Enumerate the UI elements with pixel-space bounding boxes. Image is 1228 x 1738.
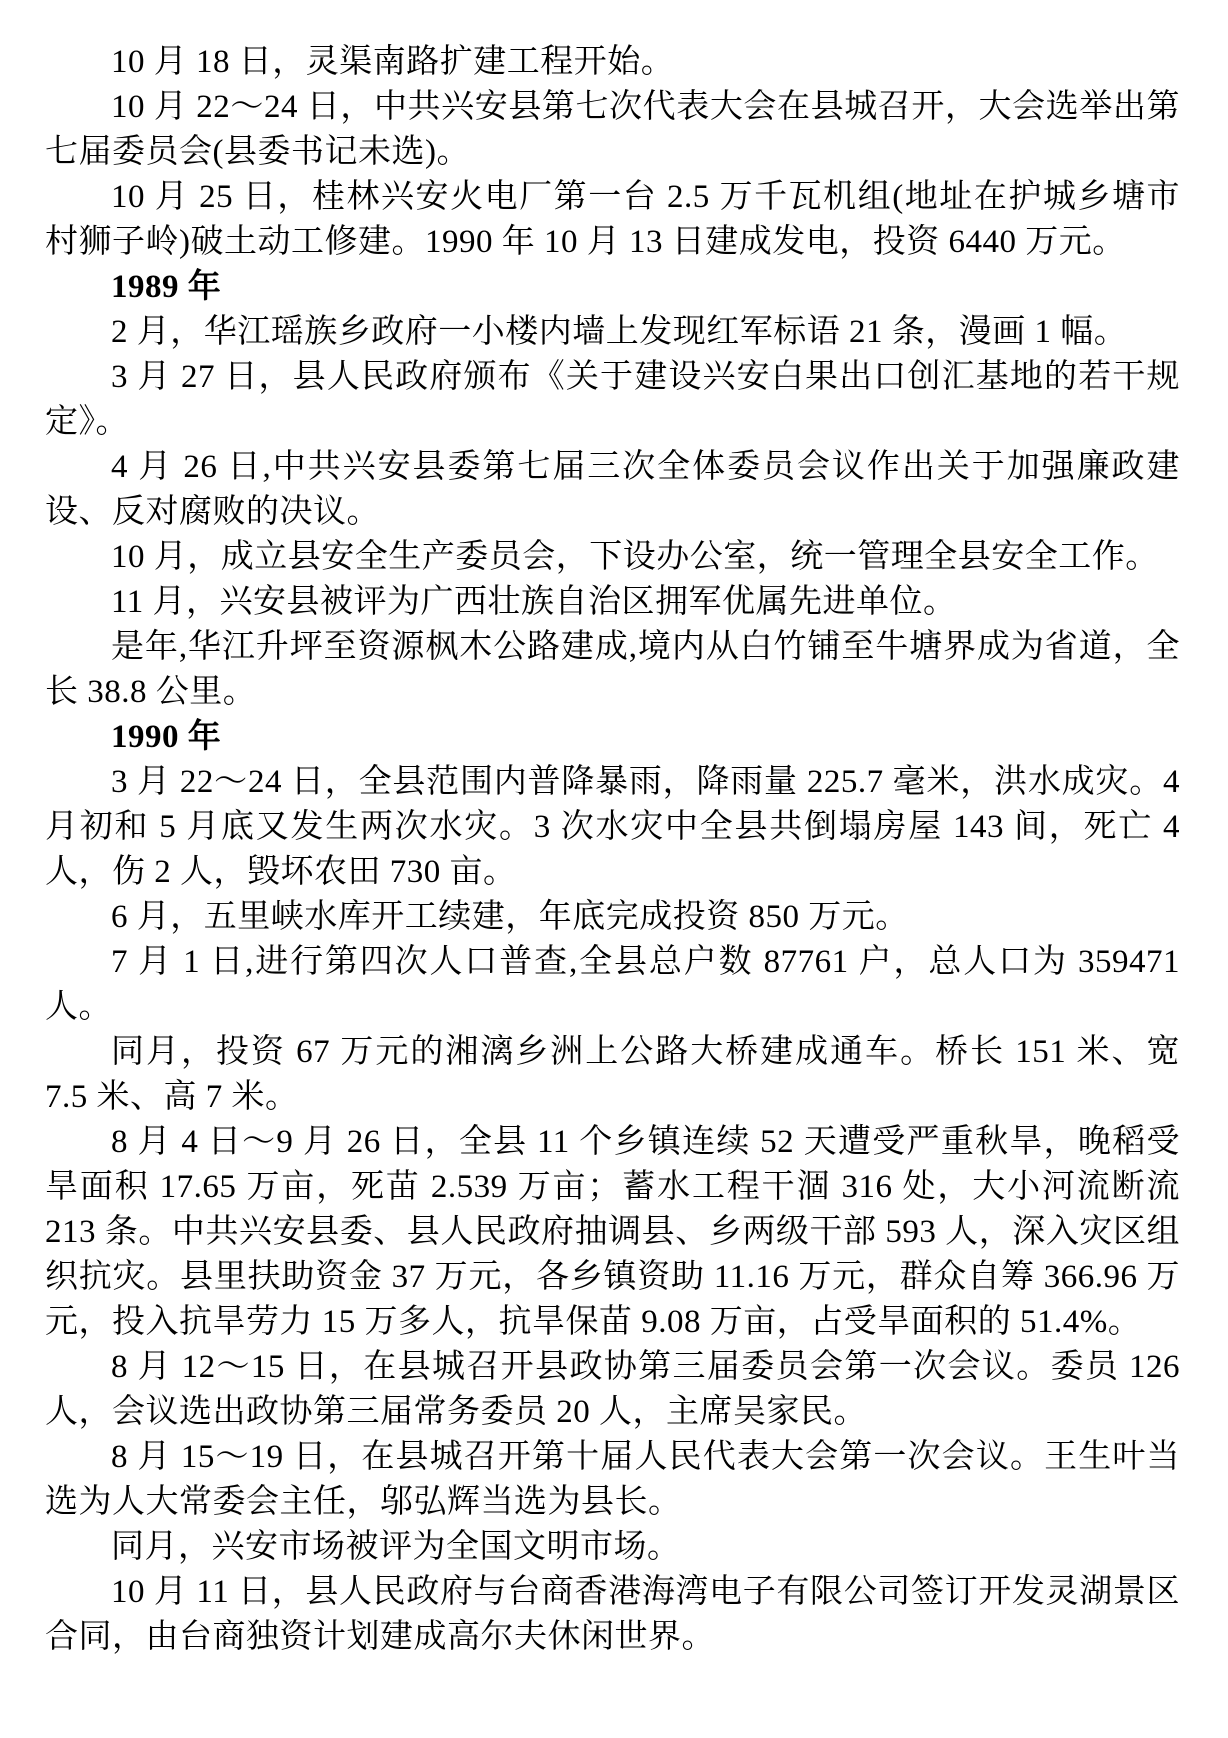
chronicle-entry: 7 月 1 日,进行第四次人口普查,全县总户数 87761 户，总人口为 359471 人。 <box>45 944 1180 1025</box>
chronicle-entry: 10 月 25 日，桂林兴安火电厂第一台 2.5 万千瓦机组(地址在护城乡塘市村狮子岭)破土动工修建。1990 年 10 月 13 日建成发电，投资 6440 万元。 <box>45 179 1180 260</box>
chronicle-entry: 同月，投资 67 万元的湘漓乡洲上公路大桥建成通车。桥长 151 米、宽 7.5 米、高 7 米。 <box>45 1034 1180 1115</box>
chronicle-entry: 3 月 27 日，县人民政府颁布《关于建设兴安白果出口创汇基地的若干规定》。 <box>45 359 1180 440</box>
chronicle-entry: 8 月 12～15 日，在县城召开县政协第三届委员会第一次会议。委员 126 人，会议选出政协第三届常务委员 20 人，主席吴家民。 <box>45 1349 1180 1430</box>
chronicle-entry: 3 月 22～24 日，全县范围内普降暴雨，降雨量 225.7 毫米，洪水成灾。4 月初和 5 月底又发生两次水灾。3 次水灾中全县共倒塌房屋 143 间，死亡 4 人，伤 2 人，毁坏农田 730 亩。 <box>45 764 1180 890</box>
chronicle-entry: 4 月 26 日,中共兴安县委第七届三次全体委员会议作出关于加强廉政建设、反对腐败的决议。 <box>45 449 1180 530</box>
chronicle-entry: 是年,华江升坪至资源枫木公路建成,境内从白竹铺至牛塘界成为省道，全长 38.8 公里。 <box>45 629 1180 710</box>
chronicle-entry: 8 月 4 日～9 月 26 日，全县 11 个乡镇连续 52 天遭受严重秋旱，晚稻受旱面积 17.65 万亩，死苗 2.539 万亩；蓄水工程干涸 316 处，大小河流断流 213 条。中共兴安县委、县人民政府抽调县、乡两级干部 593 人，深入灾区组织抗灾。县里扶助资金 37 万元，各乡镇资助 11.16 万元，群众自筹 366.96 万元，投入抗旱劳力 15 万多人，抗旱保苗 9.08 万亩，占受旱面积的 51.4%。 <box>45 1124 1180 1340</box>
chronicle-text-block <box>45 40 1180 1660</box>
chronicle-entry: 2 月，华江瑶族乡政府一小楼内墙上发现红军标语 21 条，漫画 1 幅。 <box>111 314 1128 350</box>
chronicle-entry: 10 月 22～24 日，中共兴安县第七次代表大会在县城召开，大会选举出第七届委员会(县委书记未选)。 <box>45 89 1180 170</box>
chronicle-entry: 8 月 15～19 日，在县城召开第十届人民代表大会第一次会议。王生叶当选为人大常委会主任，邬弘辉当选为县长。 <box>45 1439 1180 1520</box>
chronicle-entry: 同月，兴安市场被评为全国文明市场。 <box>111 1529 681 1565</box>
chronicle-entry: 10 月，成立县安全生产委员会，下设办公室，统一管理全县安全工作。 <box>111 539 1159 575</box>
year-heading-1990: 1990 年 <box>111 719 222 755</box>
year-heading-1989: 1989 年 <box>111 269 222 305</box>
chronicle-entry: 10 月 11 日，县人民政府与台商香港海湾电子有限公司签订开发灵湖景区合同，由台商独资计划建成高尔夫休闲世界。 <box>45 1574 1180 1655</box>
chronicle-entry: 11 月，兴安县被评为广西壮族自治区拥军优属先进单位。 <box>111 584 957 620</box>
chronicle-entry: 6 月，五里峡水库开工续建，年底完成投资 850 万元。 <box>111 899 909 935</box>
chronicle-entry: 10 月 18 日，灵渠南路扩建工程开始。 <box>111 44 675 80</box>
